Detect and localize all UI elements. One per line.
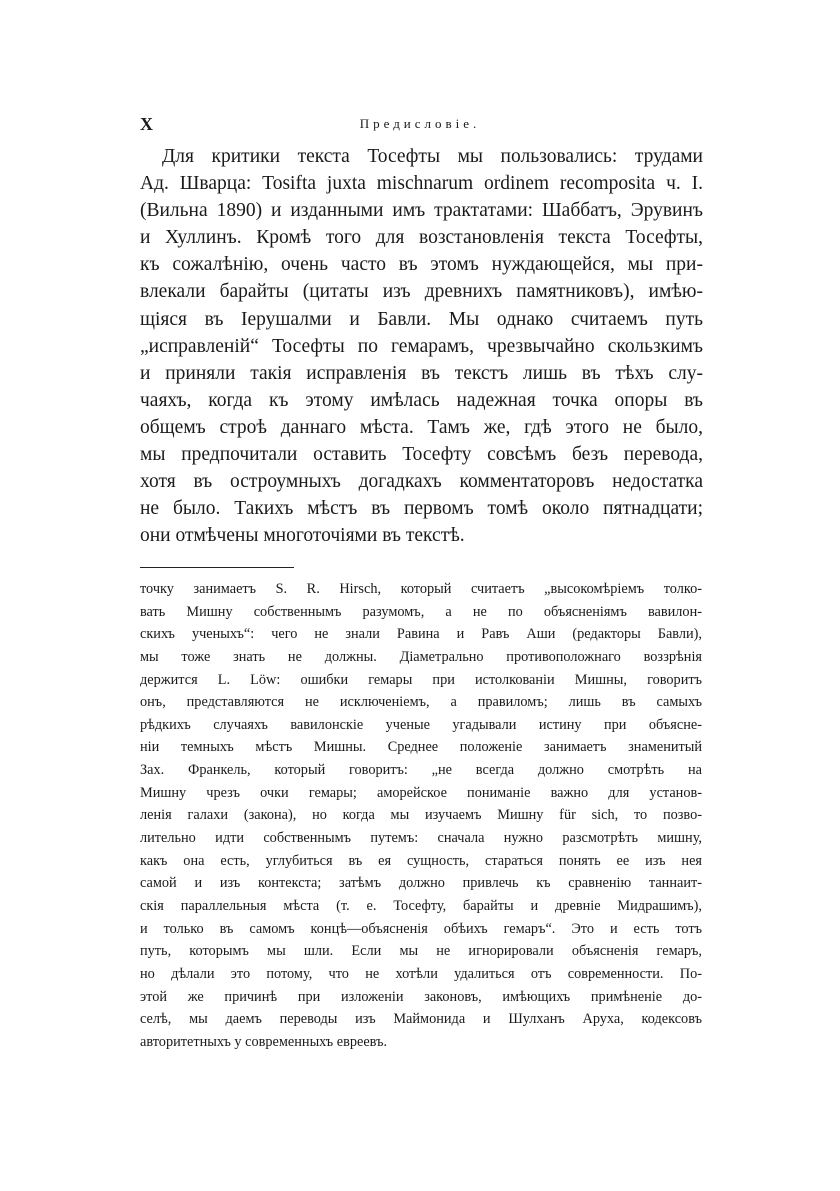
footnote-line: этой же причинѣ при изложеніи законовъ, имѣющихъ примѣненіе до- <box>140 988 702 1005</box>
footnote-line: Мишну чрезъ очки гемары; аморейское пониманіе важно для установ- <box>140 784 702 801</box>
footnote-line: скія параллельныя мѣста (т. е. Тосефту, барайты и древніе Мидрашимъ), <box>140 897 702 914</box>
footnote-line: Зах. Франкель, который говоритъ: „не всегда должно смотрѣть на <box>140 762 702 779</box>
text-line: Для критики текста Тосефты мы пользовались: трудами <box>162 146 703 167</box>
text-line: щіяся въ Іерушалми и Бавли. Мы однако считаемъ путь <box>140 308 703 330</box>
text-line: Ад. Шварца: Tosifta juxta mischnarum ordinem recomposita ч. I. <box>140 173 703 195</box>
footnote-line: онъ, представляются не исключеніемъ, а правиломъ; лишь въ самыхъ <box>140 694 702 711</box>
footnote-line: вать Мишну собственнымъ разумомъ, а не по объясненіямъ вавилон- <box>140 603 702 620</box>
footnote-line: точку занимаетъ S. R. Hirsch, который считаетъ „высокомѣріемъ толко- <box>140 581 702 597</box>
text-line: и Хуллинъ. Кромѣ того для возстановленія текста Тосефты, <box>140 227 703 249</box>
text-line: чаяхъ, когда къ этому имѣлась надежная точка опоры въ <box>140 389 703 411</box>
footnote-line: путь, которымъ мы шли. Если мы не игнорировали объясненія гемаръ, <box>140 943 702 960</box>
footnote-line: авторитетныхъ у современныхъ евреевъ. <box>140 1033 388 1050</box>
footnote-line: какъ она есть, углубиться въ ея сущность, стараться понять ее изъ нея <box>140 852 702 869</box>
footnote-line: селѣ, мы даемъ переводы изъ Маймонида и Шулханъ Аруха, кодексовъ <box>140 1011 702 1028</box>
text-line: общемъ строѣ даннаго мѣста. Тамъ же, гдѣ этого не было, <box>140 416 703 438</box>
text-line: они отмѣчены многоточіями въ текстѣ. <box>140 525 465 547</box>
page-header <box>140 114 700 138</box>
text-line: влекали барайты (цитаты изъ древнихъ памятниковъ), имѣю- <box>140 281 703 303</box>
text-line: „исправленій“ Тосефты по гемарамъ, чрезвычайно скользкимъ <box>140 335 703 357</box>
text-line: хотя въ остроумныхъ догадкахъ комментаторовъ недостатка <box>140 471 703 493</box>
page-number: X <box>140 114 154 134</box>
text-line: мы предпочитали оставить Тосефту совсѣмъ безъ перевода, <box>140 444 703 466</box>
footnote <box>140 578 702 1053</box>
text-line: (Вильна 1890) и изданными имъ трактатами: Шаббатъ, Эрувинъ <box>140 200 703 222</box>
footnote-line: лительно идти собственнымъ путемъ: сначала нужно разсмотрѣть мишну, <box>140 830 702 847</box>
footnote-divider <box>140 567 294 568</box>
main-paragraph <box>140 143 703 549</box>
footnote-line: самой и изъ контекста; затѣмъ должно привлечь къ сравненію таннаит- <box>140 875 702 892</box>
text-line: къ сожалѣнію, очень часто въ этомъ нуждающейся, мы при- <box>140 254 703 276</box>
running-title: Предисловіе. <box>359 116 481 131</box>
footnote-line: скихъ ученыхъ“: чего не знали Равина и Равъ Аши (редакторы Бавли), <box>140 626 702 643</box>
footnote-line: мы тоже знать не должны. Діаметрально противоположнаго воззрѣнія <box>140 648 702 665</box>
footnote-line: и только въ самомъ концѣ—объясненія обѣихъ гемаръ“. Это и есть тотъ <box>140 920 702 937</box>
footnote-line: но дѣлали это потому, что не хотѣли удалиться отъ современности. По- <box>140 965 702 982</box>
text-line: и приняли такія исправленія въ текстъ лишь въ тѣхъ слу- <box>140 362 703 384</box>
text-line: не было. Такихъ мѣстъ въ первомъ томѣ около пятнадцати; <box>140 498 703 520</box>
footnote-line: рѣдкихъ случаяхъ вавилонскіе ученые угадывали истину при объясне- <box>140 716 702 733</box>
footnote-line: держится L. Löw: ошибки гемары при истолкованіи Мишны, говоритъ <box>140 671 702 688</box>
footnote-line: ніи темныхъ мѣстъ Мишны. Среднее положеніе занимаетъ знаменитый <box>140 739 702 756</box>
footnote-line: ленія галахи (закона), но когда мы изучаемъ Мишну für sich, то позво- <box>140 807 702 824</box>
